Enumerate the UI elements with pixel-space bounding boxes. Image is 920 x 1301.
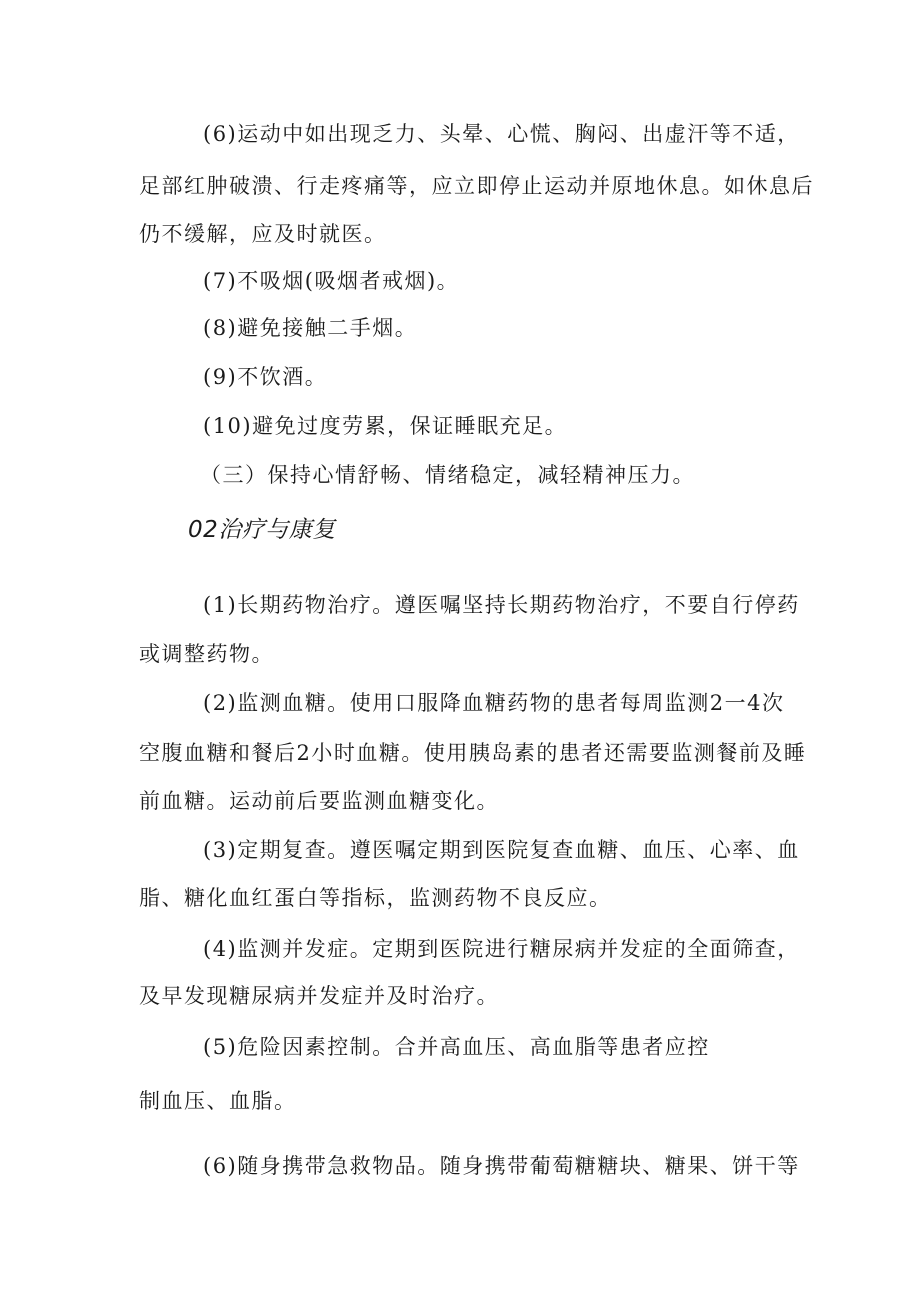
lifestyle-item-8: (8)避免接触二手烟。 (203, 316, 418, 340)
lifestyle-point-3: （三）保持心情舒畅、情绪稳定，减轻精神压力。 (200, 463, 695, 487)
lifestyle-item-6-line-2: 足部红肿破溃、行走疼痛等，应立即停止运动并原地休息。如休息后 (139, 174, 814, 198)
treatment-item-2-line-1: (2)监测血糖。使用口服降血糖药物的患者每周监测2一4次 (203, 691, 785, 715)
lifestyle-item-6-line-1: (6)运动中如出现乏力、头晕、心慌、胸闷、出虚汗等不适， (203, 122, 800, 146)
treatment-item-2-line-3: 前血糖。运动前后要监测血糖变化。 (139, 789, 499, 813)
treatment-item-3-line-2: 脂、糖化血红蛋白等指标，监测药物不良反应。 (139, 886, 612, 910)
treatment-item-3-line-1: (3)定期复查。遵医嘱定期到医院复查血糖、血压、心率、血 (203, 838, 800, 862)
lifestyle-item-10: (10)避免过度劳累，保证睡眠充足。 (203, 414, 568, 438)
treatment-item-4-line-2: 及早发现糖尿病并发症并及时治疗。 (139, 984, 499, 1008)
lifestyle-item-7: (7)不吸烟(吸烟者戒烟)。 (203, 269, 460, 293)
treatment-item-6-line-1: (6)随身携带急救物品。随身携带葡萄糖糖块、糖果、饼干等 (203, 1154, 800, 1178)
treatment-item-5-line-2: 制血压、血脂。 (139, 1089, 297, 1113)
section-heading-treatment: 02治疗与康复 (188, 517, 336, 543)
treatment-item-4-line-1: (4)监测并发症。定期到医院进行糖尿病并发症的全面筛查， (203, 937, 800, 961)
lifestyle-item-6-line-3: 仍不缓解，应及时就医。 (139, 222, 387, 246)
treatment-item-2-line-2: 空腹血糖和餐后2小时血糖。使用胰岛素的患者还需要监测餐前及睡 (139, 741, 807, 765)
treatment-item-1-line-1: (1)长期药物治疗。遵医嘱坚持长期药物治疗，不要自行停药 (203, 593, 800, 617)
lifestyle-item-9: (9)不饮酒。 (203, 365, 328, 389)
treatment-item-5-line-1: (5)危险因素控制。合并高血压、高血脂等患者应控 (203, 1035, 710, 1059)
treatment-item-1-line-2: 或调整药物。 (139, 642, 274, 666)
